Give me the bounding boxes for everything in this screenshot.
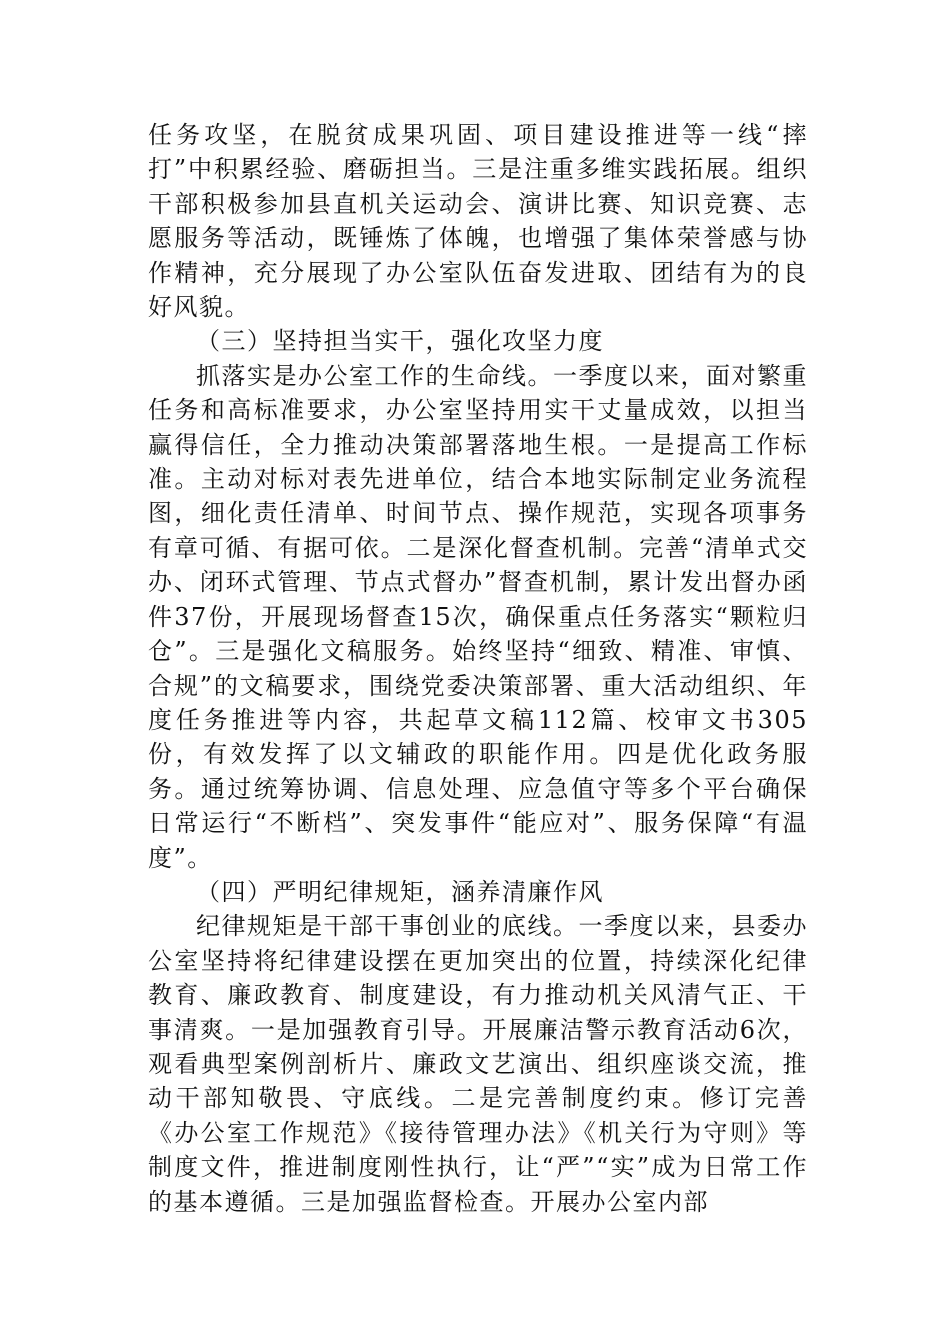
body-paragraph: 抓落实是办公室工作的生命线。一季度以来，面对繁重任务和高标准要求，办公室坚持用实干丈量成效，以担当赢得信任，全力推动决策部署落地生根。一是提高工作标准。主动对标对表先进单位，结合本地实际制定业务流程图，细化责任清单、时间节点、操作规范，实现各项事务有章可循、有据可依。二是深化督查机制。完善“清单式交办、闭环式管理、节点式督办”督查机制，累计发出督办函件37份，开展现场督查15次，确保重点任务落实“颗粒归仓”。三是强化文稿服务。始终坚持“细致、精准、审慎、合规”的文稿要求，围绕党委决策部署、重大活动组织、年度任务推进等内容，共起草文稿112篇、校审文书305份，有效发挥了以文辅政的职能作用。四是优化政务服务。通过统筹协调、信息处理、应急值守等多个平台确保日常运行“不断档”、突发事件“能应对”、服务保障“有温度”。	[148, 361, 808, 872]
document-body	[148, 118, 808, 1219]
section-heading: （四）严明纪律规矩，涵养清廉作风	[196, 877, 604, 906]
section-heading: （三）坚持担当实干，强化攻坚力度	[196, 327, 604, 356]
body-paragraph: 纪律规矩是干部干事创业的底线。一季度以来，县委办公室坚持将纪律建设摆在更加突出的位置，持续深化纪律教育、廉政教育、制度建设，有力推动机关风清气正、干事清爽。一是加强教育引导。开展廉洁警示教育活动6次，观看典型案例剖析片、廉政文艺演出、组织座谈交流，推动干部知敬畏、守底线。二是完善制度约束。修订完善《办公室工作规范》《接待管理办法》《机关行为守则》等制度文件，推进制度刚性执行，让“严”“实”成为日常工作的基本遵循。三是加强监督检查。开展办公室内部	[148, 912, 808, 1216]
body-paragraph: 任务攻坚，在脱贫成果巩固、项目建设推进等一线“摔打”中积累经验、磨砺担当。三是注重多维实践拓展。组织干部积极参加县直机关运动会、演讲比赛、知识竞赛、志愿服务等活动，既锤炼了体魄，也增强了集体荣誉感与协作精神，充分展现了办公室队伍奋发进取、团结有为的良好风貌。	[148, 121, 808, 322]
